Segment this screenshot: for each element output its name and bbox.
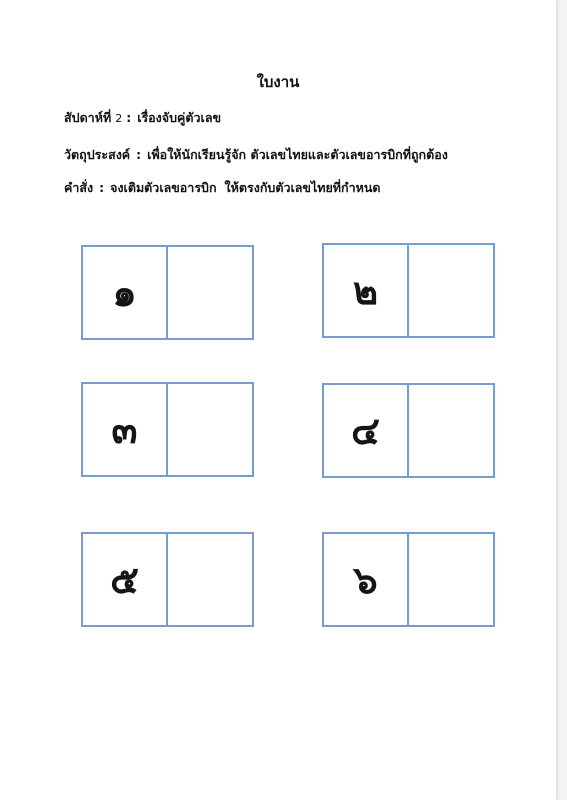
week-topic: เรื่องจับคู่ตัวเลข [137,110,222,125]
instruction-text: จงเติมตัวเลขอารบิก [110,180,217,195]
instruction-line [64,178,381,198]
thai-numeral: ๕ [110,558,139,602]
thai-numeral-box [81,532,167,627]
matching-pair-1 [81,245,254,340]
answer-box[interactable] [167,532,254,627]
week-line [64,108,221,128]
thai-numeral-box [81,382,167,477]
answer-box[interactable] [167,382,254,477]
week-label: สัปดาห์ที่ [64,110,112,125]
thai-numeral: ๑ [112,271,137,315]
answer-box[interactable] [408,383,495,478]
objective-text: เพื่อให้นักเรียนรู้จัก ตัวเลขไทยและตัวเลขอารบิกที่ถูกต้อง [147,147,448,162]
objective-label: วัตถุประสงค์ [64,147,131,162]
thai-numeral-box [322,532,408,627]
thai-numeral: ๒ [352,269,379,313]
thai-numeral-box [322,383,408,478]
instruction-text-2: ให้ตรงกับตัวเลขไทยที่กำหนด [224,180,381,195]
week-number: 2 [115,112,123,125]
instruction-separator: : [99,180,105,195]
week-separator: : [126,110,132,125]
matching-pair-6 [322,532,495,627]
answer-box[interactable] [408,243,495,338]
objective-separator: : [136,147,142,162]
page-title: ใบงาน [256,73,300,91]
answer-box[interactable] [408,532,495,627]
matching-pair-2 [322,243,495,338]
thai-numeral-box [81,245,167,340]
matching-pair-4 [322,383,495,478]
thai-numeral: ๖ [353,558,378,602]
objective-line [64,145,448,165]
answer-box[interactable] [167,245,254,340]
instruction-label: คำสั่ง [64,180,94,195]
matching-pair-5 [81,532,254,627]
thai-numeral: ๓ [111,408,138,452]
thai-numeral: ๔ [351,409,380,453]
matching-pair-3 [81,382,254,477]
thai-numeral-box [322,243,408,338]
